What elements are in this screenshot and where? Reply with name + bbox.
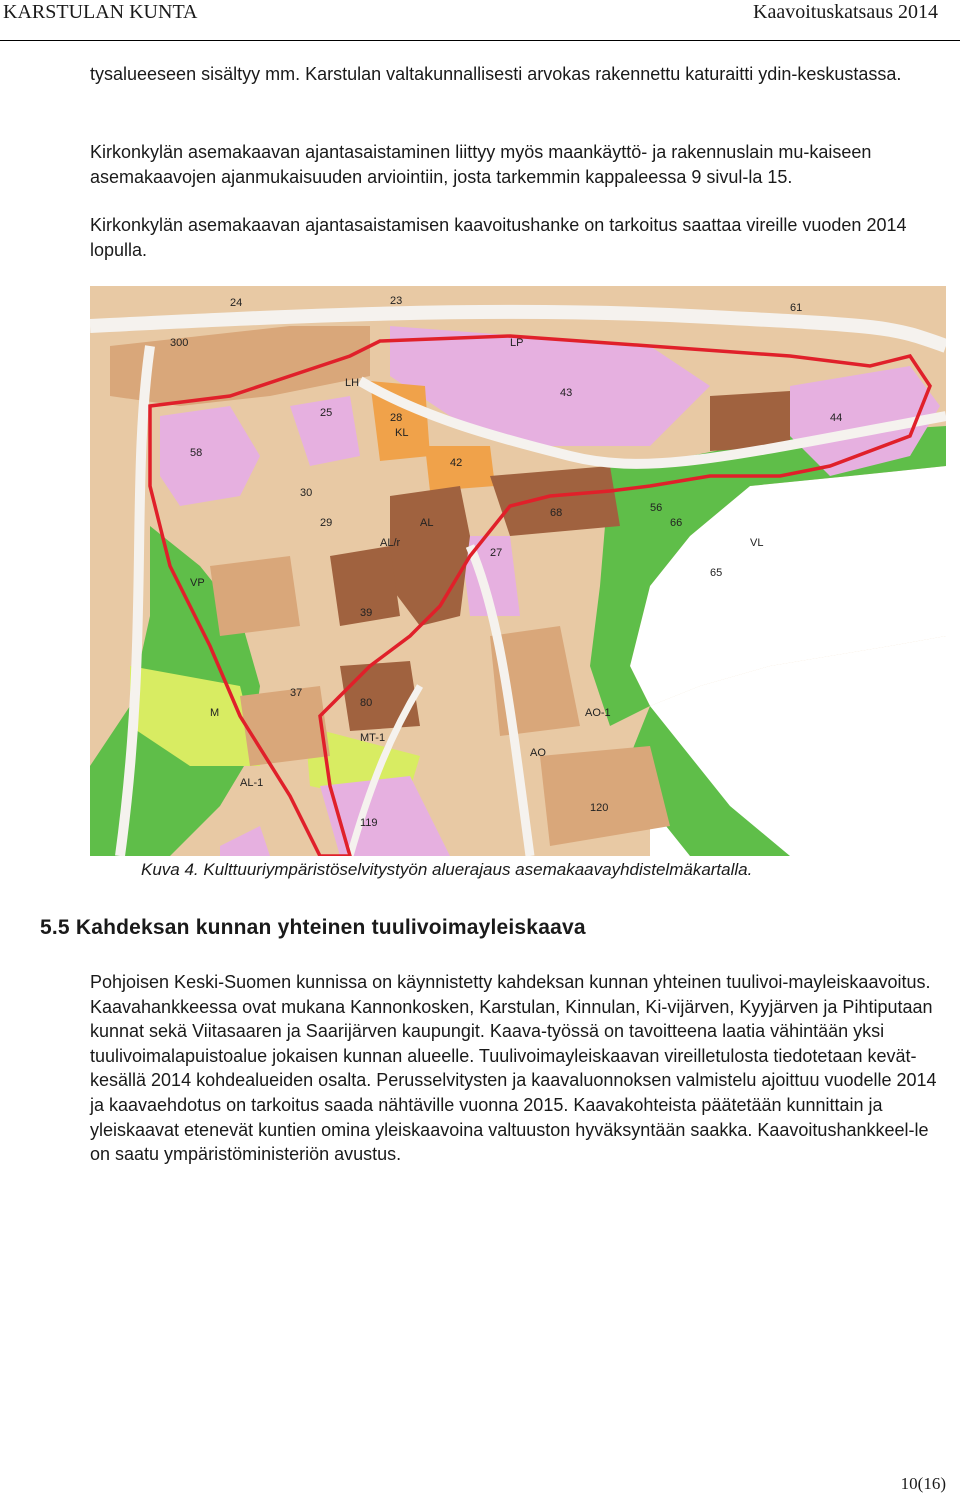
zone-label: M (210, 707, 220, 719)
zone-label: 24 (230, 297, 243, 309)
zone-label: 66 (670, 517, 683, 529)
commercial-block-80 (340, 661, 420, 731)
zone-label: 68 (550, 507, 563, 519)
zone-label: VL (750, 537, 764, 549)
zone-label: 119 (360, 817, 378, 829)
zone-label: 42 (450, 457, 463, 469)
zone-label: AL-1 (240, 777, 264, 789)
zone-label: MT-1 (360, 732, 386, 744)
residential-block-w (210, 556, 300, 636)
zone-label: VP (190, 577, 205, 589)
intro-paragraph-1: tysalueeseen sisältyy mm. Karstulan valtakunnallisesti arvokas rakennettu katuraitti ydin-keskustassa. (90, 64, 902, 84)
zone-label: AO (530, 747, 546, 759)
zone-label: AO-1 (585, 707, 611, 719)
zone-label: 58 (190, 447, 203, 459)
zone-label: AL (420, 517, 434, 529)
zone-label: 61 (790, 302, 803, 314)
zone-label: 23 (390, 295, 403, 307)
zone-label: 300 (170, 337, 189, 349)
zoning-map-svg (90, 286, 946, 856)
zone-label: LP (510, 337, 524, 349)
section-body: Pohjoisen Keski-Suomen kunnissa on käynnistetty kahdeksan kunnan yhteinen tuulivoi-mayleiskaavoitus. Kaavahankkeessa ovat mukana Kannonkosken, Karstulan, Kinnulan, Ki-vijärven, Kyyjärven ja Pihtiputaan kunnat sekä Viitasaaren ja Saarijärven kaupungit. Kaava-työssä on tavoitteena laatia vähintään yksi tuulivoimalapuistoalue jokaisen kunnan alueelle. Tuulivoimayleiskaavan vireilletulosta tiedotetaan kevät-kesällä 2014 kohdealueiden osalta. Perusselvitysten ja kaavaluonnoksen valmistelu ajoittuu vuodelle 2014 ja kaavaehdotus on tarkoitus saada nähtäville vuonna 2015. Kaavakohteista päätetään kunnittain ja yleiskaavat etenevät kuntien omina yleiskaavoina valtuuston hyväksyntään saakka. Kaavoitushankkeel-le on saatu ympäristöministeriön avustus. (90, 972, 937, 1165)
zone-label: 65 (710, 567, 723, 579)
intro-paragraph-3: Kirkonkylän asemakaavan ajantasaistamisen kaavoitushanke on tarkoitus saattaa vireille vuoden 2014 lopulla. (90, 215, 907, 260)
zone-label: 37 (290, 687, 303, 699)
zone-label: 25 (320, 407, 333, 419)
figure-caption: Kuva 4. Kulttuuriympäristöselvitystyön aluerajaus asemakaavayhdistelmäkartalla. (141, 860, 753, 879)
intro-paragraph-2: Kirkonkylän asemakaavan ajantasaistaminen liittyy myös maankäyttö- ja rakennuslain mu-kaiseen asemakaavojen ajanmukaisuuden arviointiin, josta tarkemmin kappaleessa 9 sivul-la 15. (90, 142, 872, 187)
commercial-block-east (710, 391, 790, 451)
zoning-map (90, 286, 946, 856)
zone-label: 43 (560, 387, 573, 399)
zone-label: 27 (490, 547, 503, 559)
zone-label: 120 (590, 802, 609, 814)
zone-label: 29 (320, 517, 333, 529)
zone-label: 39 (360, 607, 373, 619)
zone-label: AL/r (380, 537, 401, 549)
commercial-block-56 (490, 466, 620, 536)
zone-label: 28 (390, 412, 403, 424)
zone-label: 56 (650, 502, 663, 514)
zone-label: KL (395, 427, 409, 439)
zone-label: 30 (300, 487, 313, 499)
page-number: 10(16) (900, 1474, 946, 1493)
zone-label: 44 (830, 412, 843, 424)
residential-block-37 (240, 686, 330, 766)
section-title: 5.5 Kahdeksan kunnan yhteinen tuulivoimayleiskaava (40, 916, 586, 939)
header-publication: Kaavoituskatsaus 2014 (753, 1, 938, 23)
zone-label: LH (345, 377, 360, 389)
page-header (0, 0, 960, 41)
zone-label: 80 (360, 697, 373, 709)
header-municipality: KARSTULAN KUNTA (3, 1, 198, 23)
